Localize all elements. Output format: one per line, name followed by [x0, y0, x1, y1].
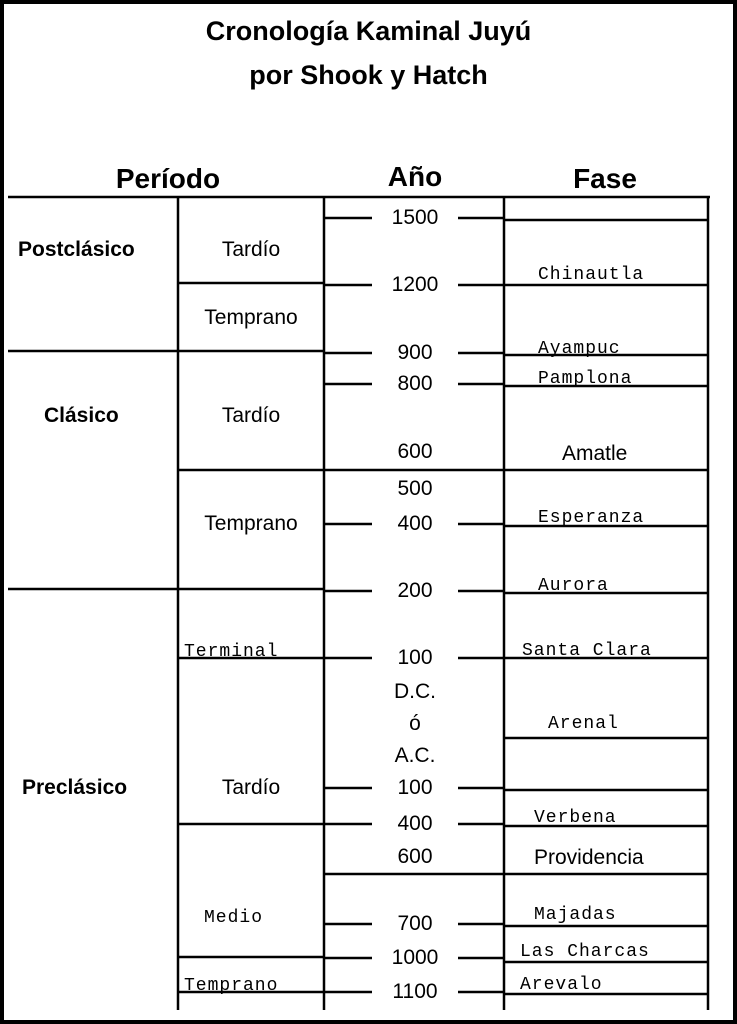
- phase-pamplona: Pamplona: [538, 369, 633, 389]
- year-200: 200: [397, 579, 433, 602]
- period-postclasico: Postclásico: [18, 238, 135, 261]
- phase-las-charcas: Las Charcas: [520, 942, 650, 962]
- year-800: 800: [397, 372, 433, 395]
- year-100b: 100: [397, 776, 433, 799]
- subperiod-pre-terminal: Terminal: [184, 642, 279, 662]
- year-400a: 400: [397, 512, 433, 535]
- subperiod-post-tardio: Tardío: [221, 238, 281, 261]
- phase-esperanza: Esperanza: [538, 508, 645, 528]
- year-500: 500: [397, 477, 433, 500]
- phase-aurora: Aurora: [538, 576, 609, 596]
- period-clasico: Clásico: [44, 404, 119, 427]
- phase-arenal: Arenal: [548, 714, 619, 734]
- year-700: 700: [397, 912, 433, 935]
- header-periodo: Período: [115, 163, 221, 194]
- header-fase: Fase: [573, 163, 637, 194]
- title-line-2: por Shook y Hatch: [249, 60, 488, 90]
- subperiod-pre-tardio: Tardío: [221, 776, 281, 799]
- year-600a: 600: [397, 440, 433, 463]
- subperiod-post-temprano: Temprano: [204, 306, 298, 329]
- year-1100: 1100: [392, 980, 438, 1003]
- period-preclasico: Preclásico: [22, 776, 128, 799]
- year-1000: 1000: [391, 946, 439, 969]
- phase-majadas: Majadas: [534, 905, 617, 925]
- year-1500: 1500: [391, 206, 439, 229]
- phase-arevalo: Arevalo: [520, 975, 603, 995]
- year-100a: 100: [397, 646, 433, 669]
- year-400b: 400: [397, 812, 433, 835]
- title-line-1: Cronología Kaminal Juyú: [205, 16, 532, 46]
- year-1200: 1200: [391, 273, 439, 296]
- phase-santa-clara: Santa Clara: [522, 641, 652, 661]
- phase-verbena: Verbena: [534, 808, 617, 828]
- year-dc: D.C.: [394, 680, 436, 703]
- subperiod-clas-tardio: Tardío: [221, 404, 281, 427]
- year-600b: 600: [397, 845, 433, 868]
- subperiod-pre-medio: Medio: [204, 908, 264, 928]
- year-o: ó: [409, 712, 421, 735]
- phase-amatle: Amatle: [562, 442, 628, 465]
- subperiod-clas-temprano: Temprano: [204, 512, 298, 535]
- header-ano: Año: [387, 161, 443, 192]
- year-ac: A.C.: [394, 744, 436, 767]
- phase-chinautla: Chinautla: [538, 265, 645, 285]
- subperiod-pre-temprano: Temprano: [184, 976, 279, 996]
- phase-ayampuc: Ayampuc: [538, 339, 621, 359]
- phase-providencia: Providencia: [534, 846, 644, 869]
- year-900: 900: [397, 341, 433, 364]
